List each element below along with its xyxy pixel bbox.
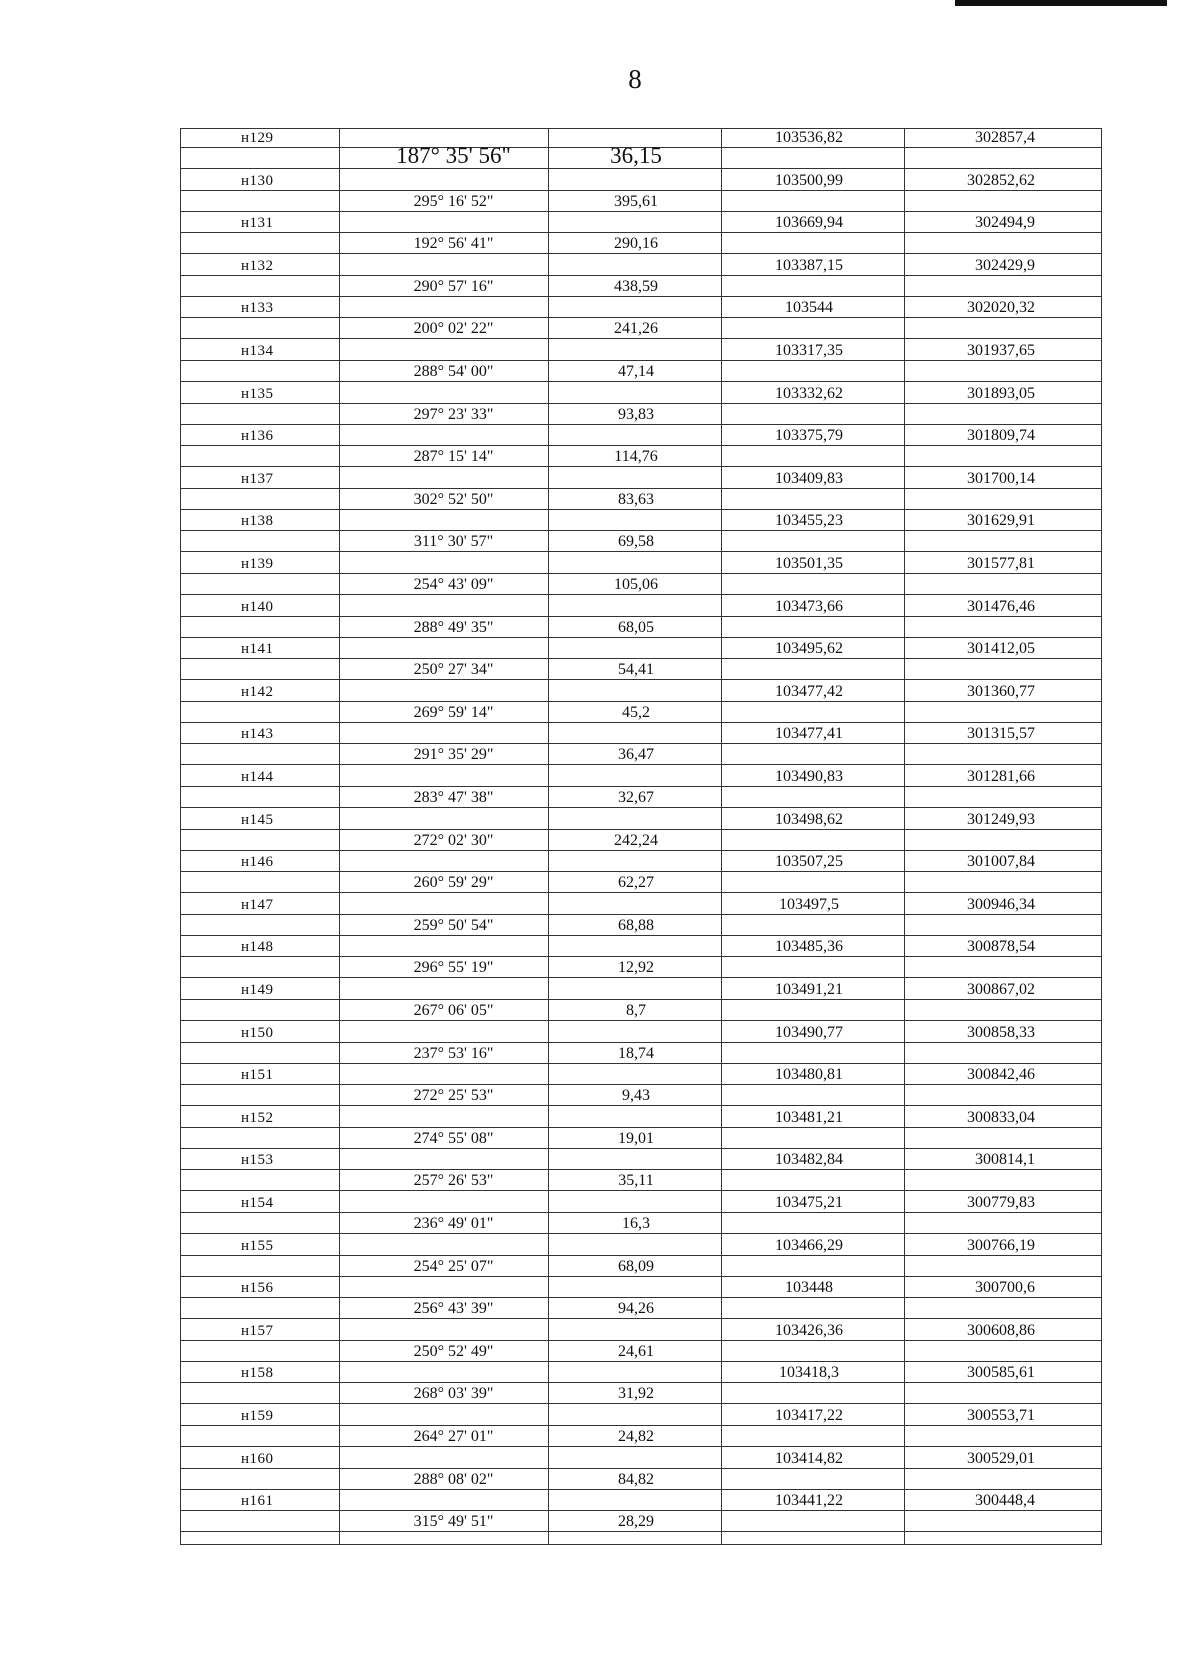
bearing-angle: 296° 55' 19" <box>413 959 494 977</box>
table-row <box>181 1385 1101 1404</box>
bearing-angle: 250° 27' 34" <box>413 661 494 679</box>
table-row <box>181 1023 1101 1043</box>
table-row <box>181 1257 1101 1277</box>
coord-y: 301937,65 <box>967 342 1035 359</box>
point-id: н145 <box>241 811 274 828</box>
side-length: 9,43 <box>622 1087 650 1105</box>
coord-x: 103536,82 <box>775 129 843 146</box>
point-id: н159 <box>241 1408 274 1424</box>
coordinates-table <box>180 128 1102 1545</box>
coord-x: 103501,35 <box>775 555 843 572</box>
coord-y: 301412,05 <box>967 640 1035 658</box>
table-row <box>181 214 1101 233</box>
table-row <box>181 299 1101 318</box>
table-row <box>181 895 1101 915</box>
bearing-angle: 274° 55' 08" <box>413 1129 494 1147</box>
point-id: н142 <box>241 683 274 700</box>
side-length: 94,26 <box>618 1300 654 1318</box>
bearing-angle: 302° 52' 50" <box>413 490 494 508</box>
coord-x: 103426,36 <box>775 1321 843 1339</box>
coord-x: 103375,79 <box>775 427 843 445</box>
coord-y: 301281,66 <box>967 768 1035 785</box>
point-id: н158 <box>241 1365 274 1382</box>
side-length: 68,88 <box>618 916 654 934</box>
point-id: н160 <box>241 1450 274 1467</box>
table-row <box>181 555 1101 574</box>
bearing-angle: 272° 02' 30" <box>413 831 494 849</box>
point-id: н136 <box>241 428 274 445</box>
table-row <box>181 831 1101 851</box>
point-id: н148 <box>241 939 274 956</box>
coord-y: 301629,91 <box>967 512 1035 530</box>
bearing-angle: 254° 25' 07" <box>413 1257 494 1275</box>
coord-y: 300867,02 <box>967 981 1035 998</box>
coord-x: 103669,94 <box>775 214 843 232</box>
table-row <box>181 1342 1101 1362</box>
side-length: 47,14 <box>618 363 654 380</box>
table-row <box>181 959 1101 978</box>
table-row <box>181 1300 1101 1319</box>
bearing-angle: 269° 59' 14" <box>413 703 494 721</box>
point-id: н153 <box>241 1152 274 1169</box>
table-row <box>181 1108 1101 1128</box>
top-rule <box>955 0 1167 6</box>
table-row <box>181 746 1101 765</box>
coord-x: 103477,41 <box>775 725 843 743</box>
coord-x: 103497,5 <box>779 895 839 913</box>
coord-y: 301809,74 <box>967 427 1035 445</box>
table-row <box>181 703 1101 723</box>
table-row <box>181 256 1101 276</box>
table-row <box>181 1151 1101 1170</box>
bearing-angle: 254° 43' 09" <box>413 576 494 593</box>
point-id: н134 <box>241 343 274 359</box>
coord-y: 302020,32 <box>967 299 1035 317</box>
bearing-angle: 200° 02' 22" <box>413 320 494 338</box>
side-length: 290,16 <box>614 235 658 253</box>
coord-y: 300858,33 <box>967 1023 1035 1041</box>
table-row <box>181 1428 1101 1447</box>
coord-x: 103507,25 <box>775 853 843 871</box>
table-row <box>181 661 1101 680</box>
side-length: 68,05 <box>618 618 654 636</box>
table-row <box>181 1087 1101 1106</box>
table-row <box>181 1044 1101 1064</box>
coord-y: 300779,83 <box>967 1194 1035 1211</box>
side-length: 16,3 <box>622 1215 650 1232</box>
coord-y: 300700,6 <box>975 1279 1035 1297</box>
table-row <box>181 277 1101 297</box>
bearing-angle: 287° 15' 14" <box>413 448 494 466</box>
table-row <box>181 1449 1101 1469</box>
point-id: н149 <box>241 982 274 998</box>
coord-y: 301476,46 <box>967 597 1035 615</box>
bearing-angle: 291° 35' 29" <box>413 746 494 764</box>
coord-y: 300946,34 <box>967 895 1035 913</box>
table-row <box>181 1215 1101 1234</box>
point-id: н135 <box>241 385 274 402</box>
point-id: н146 <box>241 854 274 871</box>
side-length: 105,06 <box>614 576 658 593</box>
point-id: н129 <box>241 130 274 146</box>
coord-x: 103495,62 <box>775 640 843 658</box>
coord-y: 301249,93 <box>967 810 1035 828</box>
table-row <box>181 143 1101 169</box>
table-row <box>181 576 1101 595</box>
bearing-angle: 297° 23' 33" <box>413 405 494 423</box>
point-id: н137 <box>241 470 274 487</box>
side-length: 242,24 <box>614 831 658 849</box>
table-row <box>181 1236 1101 1256</box>
coord-y: 300553,71 <box>967 1407 1035 1424</box>
table-row <box>181 384 1101 404</box>
bearing-angle: 295° 16' 52" <box>413 192 494 210</box>
side-length: 241,26 <box>614 320 658 338</box>
coord-y: 302852,62 <box>967 171 1035 189</box>
coord-x: 103485,36 <box>775 938 843 956</box>
coord-y: 300448,4 <box>975 1492 1035 1510</box>
coord-y: 301360,77 <box>967 682 1035 700</box>
coord-y: 300833,04 <box>967 1108 1035 1126</box>
side-length: 84,82 <box>618 1470 654 1488</box>
coord-x: 103481,21 <box>775 1108 843 1126</box>
coord-x: 103317,35 <box>775 342 843 359</box>
bearing-angle: 257° 26' 53" <box>413 1172 494 1190</box>
point-id: н155 <box>241 1237 274 1254</box>
table-row <box>181 981 1101 1000</box>
coord-x: 103477,42 <box>775 682 843 700</box>
side-length: 68,09 <box>618 1257 654 1275</box>
coord-x: 103441,22 <box>775 1492 843 1510</box>
coord-x: 103417,22 <box>775 1407 843 1424</box>
point-id: н154 <box>241 1195 274 1211</box>
table-row <box>181 618 1101 638</box>
table-row <box>181 363 1101 382</box>
bearing-angle: 250° 52' 49" <box>413 1342 494 1360</box>
point-id: н157 <box>241 1322 274 1339</box>
coord-y: 302429,9 <box>975 256 1035 274</box>
coord-y: 301700,14 <box>967 469 1035 487</box>
coord-y: 301893,05 <box>967 384 1035 402</box>
coord-y: 302857,4 <box>975 129 1035 146</box>
coord-x: 103490,77 <box>775 1023 843 1041</box>
side-length: 114,76 <box>614 448 658 466</box>
point-id: н143 <box>241 726 274 743</box>
side-length: 83,63 <box>618 490 654 508</box>
coord-x: 103500,99 <box>775 171 843 189</box>
point-id: н156 <box>241 1280 274 1297</box>
bearing-angle: 259° 50' 54" <box>413 916 494 934</box>
coord-y: 300529,01 <box>967 1449 1035 1467</box>
coord-x: 103332,62 <box>775 384 843 402</box>
table-row <box>181 1172 1101 1191</box>
side-length: 18,74 <box>618 1044 654 1062</box>
side-length: 35,11 <box>618 1172 654 1190</box>
coord-x: 103498,62 <box>775 810 843 828</box>
coord-x: 103455,23 <box>775 512 843 530</box>
bearing-angle: 311° 30' 57" <box>413 533 494 551</box>
bearing-angle: 283° 47' 38" <box>413 789 494 806</box>
table-row <box>181 1321 1101 1341</box>
table-row <box>181 682 1101 702</box>
coord-x: 103482,84 <box>775 1151 843 1169</box>
coord-x: 103491,21 <box>775 981 843 998</box>
coord-y: 302494,9 <box>975 214 1035 232</box>
side-length: 19,01 <box>618 1129 654 1147</box>
side-length: 69,58 <box>618 533 654 551</box>
table-row <box>181 512 1101 531</box>
side-length: 36,15 <box>610 143 662 168</box>
side-length: 24,61 <box>618 1342 654 1360</box>
point-id: н130 <box>241 172 274 189</box>
point-id: н147 <box>241 896 274 913</box>
bearing-angle: 272° 25' 53" <box>413 1087 494 1105</box>
coord-x: 103414,82 <box>775 1449 843 1467</box>
table-row <box>181 427 1101 446</box>
coord-y: 300878,54 <box>967 938 1035 956</box>
side-length: 45,2 <box>622 703 650 721</box>
table-row <box>181 1194 1101 1213</box>
side-length: 24,82 <box>618 1428 654 1445</box>
coord-x: 103448 <box>785 1279 833 1297</box>
table-row <box>181 916 1101 936</box>
table-row <box>181 469 1101 489</box>
side-length: 32,67 <box>618 789 654 806</box>
side-length: 62,27 <box>618 874 654 892</box>
table-row <box>181 1407 1101 1426</box>
table-row <box>181 789 1101 808</box>
side-length: 438,59 <box>614 277 658 295</box>
coord-x: 103466,29 <box>775 1236 843 1254</box>
table-row <box>181 640 1101 659</box>
bearing-angle: 237° 53' 16" <box>413 1044 494 1062</box>
coord-x: 103490,83 <box>775 768 843 785</box>
side-length: 31,92 <box>618 1385 654 1403</box>
bearing-angle: 260° 59' 29" <box>413 874 494 892</box>
table-row <box>181 768 1101 787</box>
side-length: 28,29 <box>618 1513 654 1531</box>
table-row <box>181 1002 1101 1021</box>
table-row <box>181 597 1101 617</box>
point-id: н144 <box>241 769 274 785</box>
table-row <box>181 235 1101 254</box>
table-row <box>181 1364 1101 1383</box>
table-row <box>181 1279 1101 1298</box>
bearing-angle: 267° 06' 05" <box>413 1002 494 1019</box>
bearing-angle: 192° 56' 41" <box>413 235 494 253</box>
table-row <box>181 1129 1101 1149</box>
point-id: н151 <box>241 1067 274 1084</box>
point-id: н140 <box>241 598 274 615</box>
table-row <box>181 192 1101 212</box>
side-length: 54,41 <box>618 661 654 679</box>
bearing-angle: 236° 49' 01" <box>413 1215 494 1232</box>
coord-x: 103473,66 <box>775 597 843 615</box>
coord-x: 103409,83 <box>775 469 843 487</box>
side-length: 36,47 <box>618 746 654 764</box>
coord-y: 301007,84 <box>967 853 1035 871</box>
table-row <box>181 874 1101 893</box>
point-id: н133 <box>241 300 274 317</box>
coord-x: 103387,15 <box>775 256 843 274</box>
bearing-angle: 288° 54' 00" <box>413 363 494 380</box>
side-length: 8,7 <box>626 1002 646 1019</box>
table-row <box>181 533 1101 552</box>
coord-y: 300814,1 <box>975 1151 1035 1169</box>
point-id: н141 <box>241 641 274 658</box>
coord-x: 103475,21 <box>775 1194 843 1211</box>
table-row <box>181 725 1101 744</box>
side-length: 93,83 <box>618 405 654 423</box>
coord-x: 103544 <box>785 299 833 317</box>
table-row <box>181 342 1101 361</box>
table-row <box>181 853 1101 872</box>
coord-x: 103480,81 <box>775 1066 843 1084</box>
coord-y: 301577,81 <box>967 555 1035 572</box>
table-row <box>181 810 1101 830</box>
bearing-angle: 288° 08' 02" <box>413 1470 494 1488</box>
bearing-angle: 288° 49' 35" <box>413 618 494 636</box>
coord-y: 300585,61 <box>967 1364 1035 1382</box>
coord-y: 300766,19 <box>967 1236 1035 1254</box>
side-length: 395,61 <box>614 192 658 210</box>
table-row <box>181 171 1101 191</box>
bearing-angle: 256° 43' 39" <box>413 1300 494 1318</box>
coord-y: 301315,57 <box>967 725 1035 743</box>
point-id: н131 <box>241 215 274 232</box>
table-row <box>181 1513 1101 1532</box>
point-id: н139 <box>241 556 274 572</box>
side-length: 12,92 <box>618 959 654 977</box>
table-row <box>181 320 1101 339</box>
point-id: н150 <box>241 1024 274 1041</box>
bearing-angle: 315° 49' 51" <box>413 1513 494 1531</box>
coord-y: 300608,86 <box>967 1321 1035 1339</box>
coord-x: 103418,3 <box>779 1364 839 1382</box>
point-id: н138 <box>241 513 274 530</box>
table-row <box>181 490 1101 510</box>
bearing-angle: 268° 03' 39" <box>413 1385 494 1403</box>
table-row <box>181 1066 1101 1085</box>
table-row <box>181 405 1101 425</box>
table-row <box>181 1470 1101 1490</box>
bearing-angle: 290° 57' 16" <box>413 277 494 295</box>
table-row <box>181 938 1101 957</box>
table-row <box>181 1492 1101 1511</box>
table-row <box>181 448 1101 467</box>
table-rows <box>181 129 1101 1544</box>
bearing-angle: 187° 35' 56" <box>396 143 511 168</box>
coord-y: 300842,46 <box>967 1066 1035 1084</box>
page-number: 8 <box>628 64 642 94</box>
point-id: н161 <box>241 1493 274 1510</box>
bearing-angle: 264° 27' 01" <box>413 1428 494 1445</box>
point-id: н152 <box>241 1109 274 1126</box>
point-id: н132 <box>241 257 274 274</box>
